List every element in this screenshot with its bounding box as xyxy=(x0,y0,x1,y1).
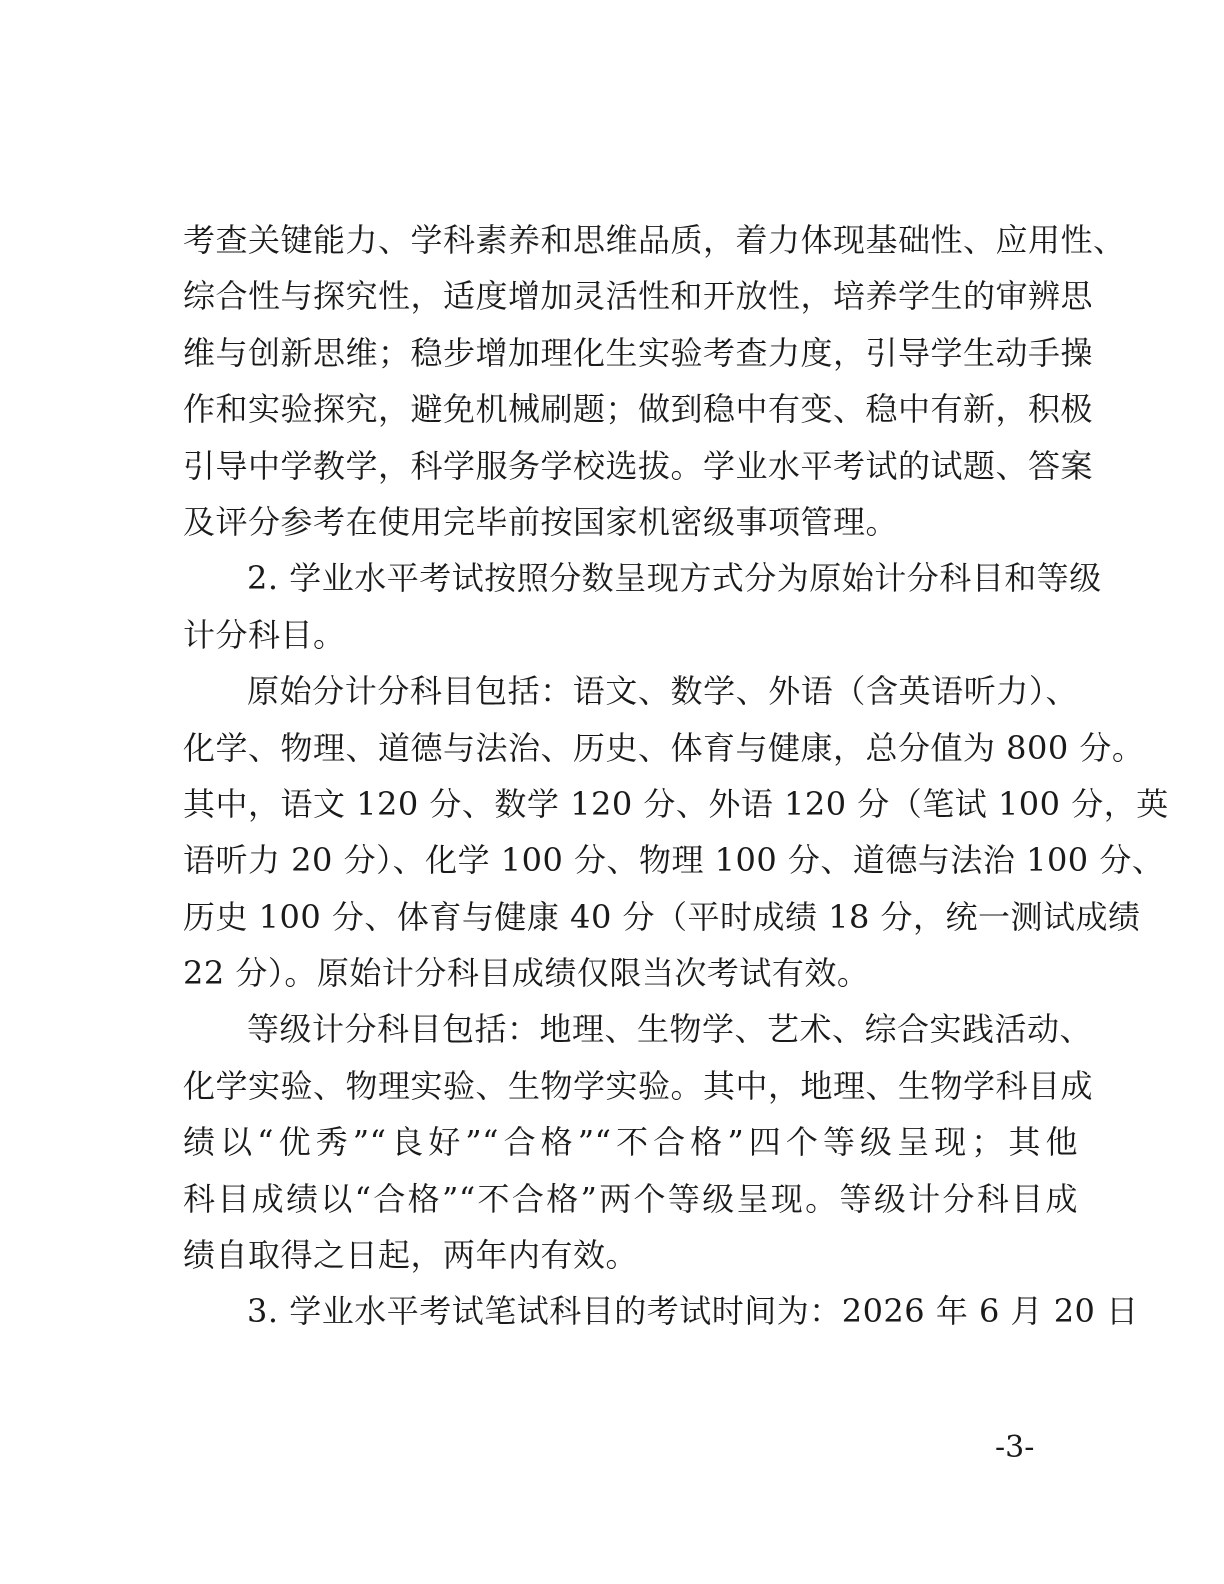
paragraph-5-line-1: 3. 学业水平考试笔试科目的考试时间为：2026 年 6 月 20 日 xyxy=(247,1292,1139,1331)
page-number: -3- xyxy=(995,1430,1035,1465)
paragraph-4-line-3: 绩以“优秀”“良好”“合格”“不合格”四个等级呈现；其他 xyxy=(183,1123,1078,1162)
paragraph-2-line-1: 2. 学业水平考试按照分数呈现方式分为原始计分科目和等级 xyxy=(247,559,1102,598)
paragraph-1-line-4: 作和实验探究，避免机械刷题；做到稳中有变、稳中有新，积极 xyxy=(183,390,1094,429)
paragraph-4-line-1: 等级计分科目包括：地理、生物学、艺术、综合实践活动、 xyxy=(247,1010,1093,1049)
paragraph-2-line-2: 计分科目。 xyxy=(183,615,346,654)
paragraph-4-line-5: 绩自取得之日起，两年内有效。 xyxy=(183,1236,639,1275)
paragraph-4-line-2: 化学实验、物理实验、生物学实验。其中，地理、生物学科目成 xyxy=(183,1066,1094,1105)
paragraph-3-line-4: 语听力 20 分）、化学 100 分、物理 100 分、道德与法治 100 分、 xyxy=(183,841,1165,880)
paragraph-3-line-6: 22 分）。原始计分科目成绩仅限当次考试有效。 xyxy=(183,954,870,993)
paragraph-3-line-1: 原始分计分科目包括：语文、数学、外语（含英语听力）、 xyxy=(247,672,1078,711)
paragraph-1-line-1: 考查关键能力、学科素养和思维品质，着力体现基础性、应用性、 xyxy=(183,221,1126,259)
paragraph-4-line-4: 科目成绩以“合格”“不合格”两个等级呈现。等级计分科目成 xyxy=(183,1179,1078,1218)
paragraph-1-line-3: 维与创新思维；稳步增加理化生实验考查力度，引导学生动手操 xyxy=(183,333,1094,372)
paragraph-3-line-2: 化学、物理、道德与法治、历史、体育与健康，总分值为 800 分。 xyxy=(183,728,1145,767)
paragraph-1-line-2: 综合性与探究性，适度增加灵活性和开放性，培养学生的审辨思 xyxy=(183,277,1094,316)
paragraph-3-line-5: 历史 100 分、体育与健康 40 分（平时成绩 18 分，统一测试成绩 xyxy=(183,897,1141,936)
document-body xyxy=(183,212,1169,1340)
paragraph-3-line-3: 其中，语文 120 分、数学 120 分、外语 120 分（笔试 100 分，英 xyxy=(183,784,1169,823)
paragraph-1-line-5: 引导中学教学，科学服务学校选拔。学业水平考试的试题、答案 xyxy=(183,446,1094,485)
paragraph-1-line-6: 及评分参考在使用完毕前按国家机密级事项管理。 xyxy=(183,502,899,541)
